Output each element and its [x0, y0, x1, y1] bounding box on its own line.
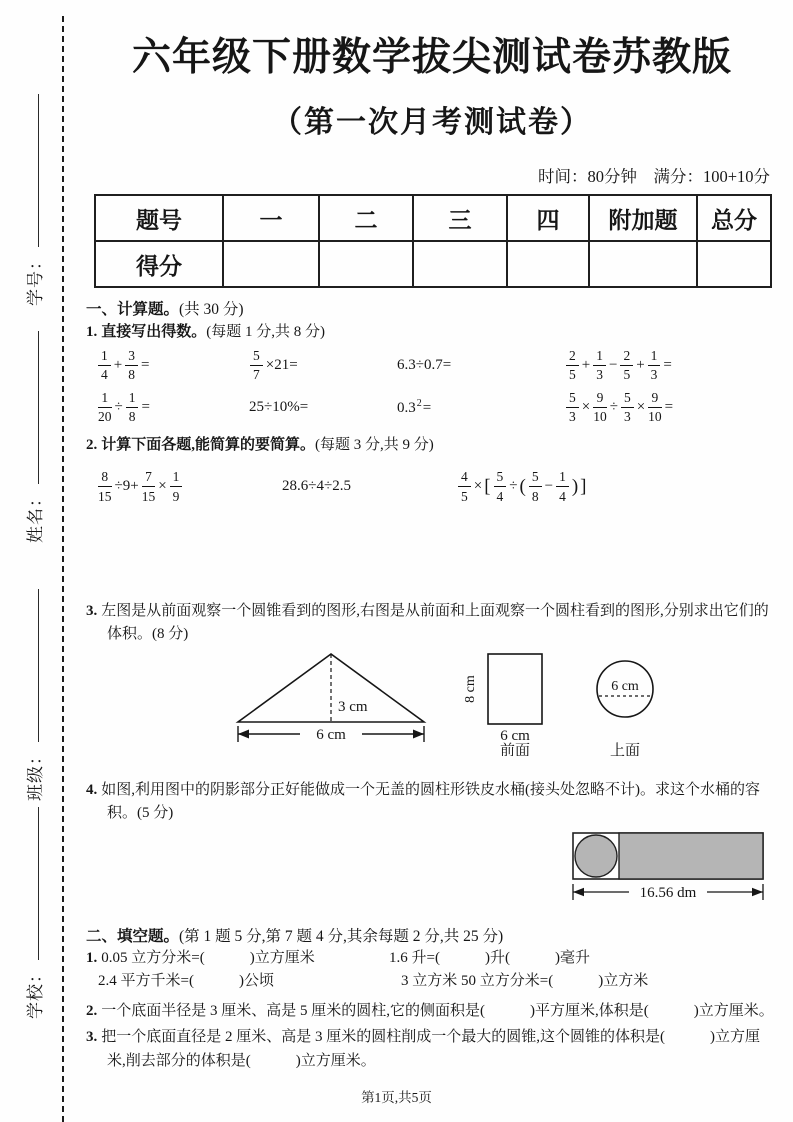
question-1-4: [86, 779, 778, 826]
question-text: 直接写出得数。: [101, 324, 207, 340]
math-expression: $\frac{5}{3}$ × $\frac{9}{10}$ ÷ $\frac{5}{3}$ × $\frac{9}{10}$ =: [564, 391, 778, 424]
name-blank-line: [38, 331, 39, 484]
question-score: (每题 1 分,共 8 分): [206, 324, 326, 340]
score-cell: [507, 241, 589, 287]
question-1-2: [86, 434, 778, 457]
question-text: 计算下面各题,能简算的要简算。: [101, 437, 316, 454]
class-blank-line: [38, 589, 39, 742]
bucket-material-diagram: [567, 828, 779, 908]
page-title: 六年级下册数学拔尖测试卷苏教版: [131, 36, 732, 79]
section1-heading-score: (共 30 分): [179, 301, 244, 318]
question-1-1: [86, 321, 778, 344]
sidebar-field-name: [20, 331, 46, 543]
top-view-caption: 上面: [609, 743, 641, 756]
question-number: 4.: [86, 782, 98, 798]
cone-front-view-diagram: [226, 648, 438, 752]
simplify-calc-row: [86, 464, 778, 510]
score-cell: [223, 241, 319, 287]
section1-heading-title: 一、计算题。: [86, 301, 180, 318]
rect-height-label: 8 cm: [463, 675, 478, 703]
question-text: 一个底面半径是 3 厘米、高是 5 厘米的圆柱,它的侧面积是( )平方厘米,体积是( )立方厘米。: [101, 1003, 774, 1019]
math-expression: $\frac{4}{5}$ × [ $\frac{5}{4}$ ÷ ( $\frac{5}{8}$ − $\frac{1}{4}$ ) ]: [456, 470, 778, 503]
score-cell: [319, 241, 413, 287]
score-table-score-row: [95, 241, 771, 287]
cylinder-front-view-diagram: [454, 648, 574, 756]
math-expression: $\frac{2}{5}$ + $\frac{1}{3}$ − $\frac{2}{5}$ + $\frac{1}{3}$ =: [564, 349, 778, 382]
question-text: 把一个底面直径是 2 厘米、高是 3 厘米的圆柱削成一个最大的圆锥,这个圆锥的体积是( )立方厘米,削去部分的体积是( )立方厘米。: [101, 1029, 760, 1069]
math-expression: 28.6÷4÷2.5: [282, 478, 351, 494]
fold-dashed-line: [62, 16, 64, 1122]
sidebar-field-student-id: [20, 94, 46, 306]
fill-blank-item: 2.4 平方千米=( )公顷: [98, 973, 274, 990]
question-number: 1.: [86, 324, 98, 340]
circle-diameter-label: 6 cm: [611, 679, 639, 694]
school-blank-line: [38, 807, 39, 960]
question-number: 3.: [86, 1029, 98, 1046]
question-text: 左图是从前面观察一个圆锥看到的图形,右图是从前面和上面观察一个圆柱看到的图形,分别求出它们的体积。(8 分): [101, 602, 769, 642]
header-cell-part1: 一: [223, 195, 319, 241]
section1-heading: [86, 297, 778, 319]
math-expression: 25÷10%=: [249, 398, 309, 415]
exam-meta: 时间：80分钟 满分：100+10分: [537, 167, 770, 186]
question-number: 2.: [86, 437, 98, 454]
score-cell: [413, 241, 507, 287]
header-cell-part2: 二: [319, 195, 413, 241]
score-cell: [697, 241, 771, 287]
question-1-3: [86, 600, 778, 647]
header-cell-bonus: 附加题: [589, 195, 697, 241]
bucket-width-label: 16.56 dm: [639, 884, 697, 901]
section2-heading-title: 二、填空题。: [86, 927, 180, 945]
cone-height-label: 3 cm: [338, 699, 368, 715]
section2-heading: [86, 924, 778, 946]
math-expression: 6.3÷0.7=: [397, 356, 452, 373]
class-label: 班级：: [25, 747, 45, 801]
question-number: 3.: [86, 602, 98, 619]
sidebar-field-class: [20, 589, 46, 801]
score-table-header-row: [95, 195, 771, 241]
fill-row-1: [86, 948, 778, 970]
direct-calc-row-2: [86, 386, 778, 428]
question-2-3: [86, 1026, 778, 1073]
question-number: 2.: [86, 1003, 98, 1019]
student-id-blank-line: [38, 94, 39, 247]
fill-blank-item: [86, 948, 389, 970]
fill-blank-item: 3 立方米 50 立方分米=( )立方米: [401, 973, 649, 990]
header-cell-part4: 四: [507, 195, 589, 241]
page-footer: 第1页,共5页: [361, 1090, 432, 1105]
question-2-2: [86, 1000, 778, 1023]
work-space: [86, 510, 778, 596]
page-subtitle: （第一次月考测试卷）: [272, 106, 592, 139]
question-number: 1.: [86, 949, 98, 966]
math-expression: $0.3^2=$: [397, 397, 432, 416]
rect-width-label: 6 cm: [500, 728, 530, 744]
question-2-1: [86, 948, 778, 994]
cylinder-top-view-diagram: [580, 648, 670, 756]
math-expression: $\frac{8}{15}$ ÷9+ $\frac{7}{15}$ × $\frac{1}{9}$: [96, 470, 281, 503]
score-table: [94, 194, 772, 288]
spacer: [86, 752, 778, 775]
school-label: 学校：: [25, 965, 45, 1019]
question-score: (每题 3 分,共 9 分): [315, 437, 434, 454]
direct-calc-row-1: [86, 344, 778, 386]
fill-blank-item: 1.6 升=( )升( )毫升: [389, 949, 590, 966]
fill-blank-text: 0.05 立方分米=( )立方厘米: [101, 949, 315, 966]
cone-base-label: 6 cm: [316, 727, 346, 743]
question-text: 如图,利用图中的阴影部分正好能做成一个无盖的圆柱形铁皮水桶(接头处忽略不计)。求这个水桶的容积。(5 分): [101, 782, 760, 822]
math-expression: $\frac{5}{7}$ ×21=: [248, 349, 396, 382]
name-label: 姓名：: [25, 489, 45, 543]
student-id-label: 学号：: [25, 252, 45, 306]
exam-paper: [86, 0, 778, 1073]
math-expression: $\frac{1}{20}$ ÷ $\frac{1}{8}$ =: [98, 389, 150, 425]
section2-heading-score: (第 1 题 5 分,第 7 题 4 分,其余每题 2 分,共 25 分): [179, 927, 504, 945]
score-row-label: 得分: [95, 241, 223, 287]
header-cell-question-no: 题号: [95, 195, 223, 241]
fill-row-2: [86, 971, 778, 993]
header-cell-total: 总分: [697, 195, 771, 241]
math-expression: $\frac{1}{4}$ + $\frac{3}{8}$ =: [96, 349, 248, 382]
question-3-diagrams: [86, 648, 778, 756]
front-view-caption: 前面: [499, 743, 531, 756]
score-cell: [589, 241, 697, 287]
header-cell-part3: 三: [413, 195, 507, 241]
question-4-diagram: [86, 828, 778, 908]
sidebar-field-school: [20, 807, 46, 1019]
